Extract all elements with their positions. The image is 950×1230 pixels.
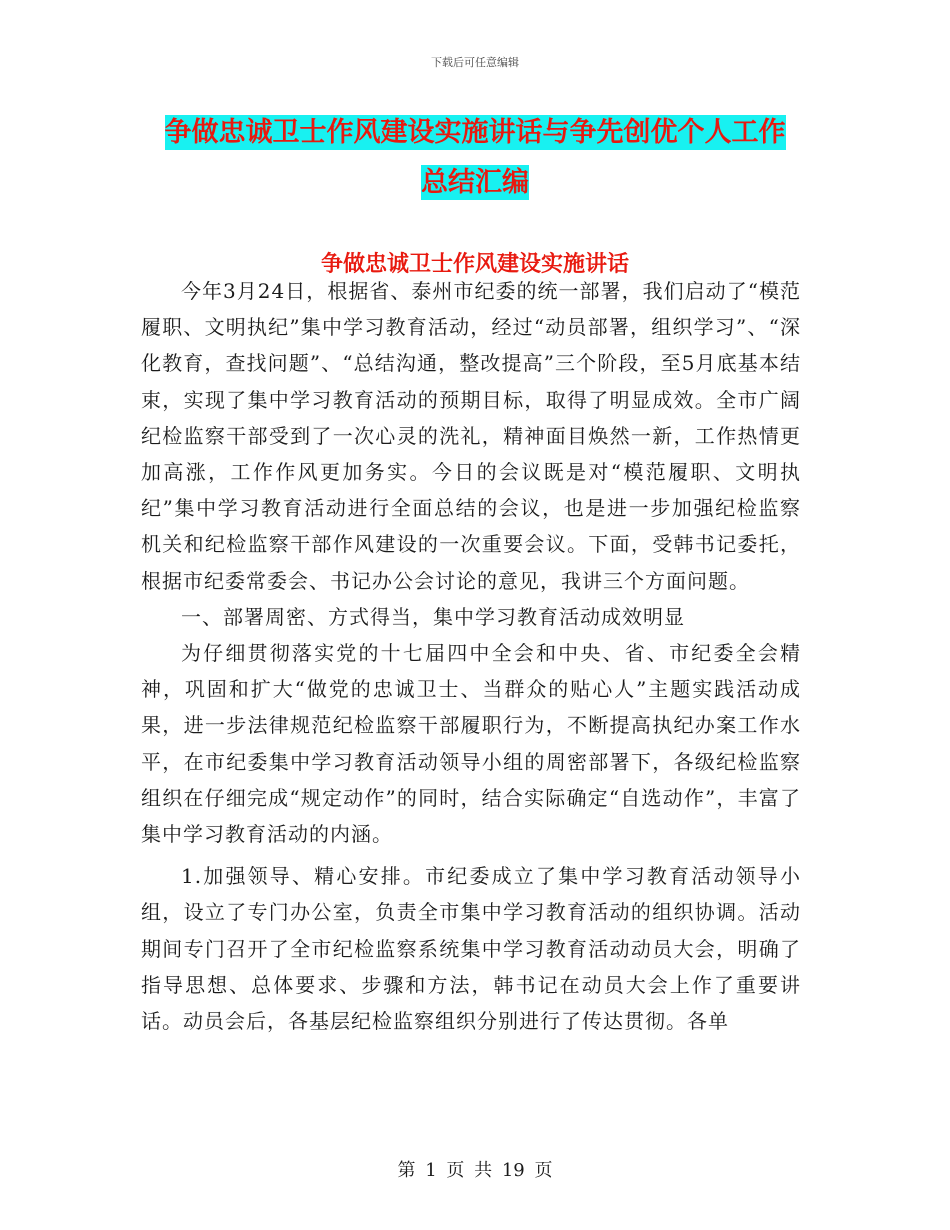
page-footer: 第 1 页 共 19 页	[397, 1160, 553, 1181]
title-line-1: 争做忠诚卫士作风建设实施讲话与争先创优个人工作	[164, 117, 786, 148]
paragraph-heading: 一、部署周密、方式得当，集中学习教育活动成效明显	[181, 604, 685, 629]
body-text	[141, 273, 801, 1039]
paragraph: 为仔细贯彻落实党的十七届四中全会和中央、省、市纪委全会精神，巩固和扩大“做党的忠诚卫士、当群众的贴心人”主题实践活动成果，进一步法律规范纪检监察干部履职行为，不断提高执纪办案工作水平，在市纪委集中学习教育活动领导小组的周密部署下，各级纪检监察组织在仔细完成“规定动作”的同时，结合实际确定“自选动作”，丰富了集中学习教育活动的内涵。	[141, 641, 801, 847]
title-line-2: 总结汇编	[421, 167, 529, 198]
section-title: 争做忠诚卫士作风建设实施讲话	[320, 252, 629, 277]
document-title	[140, 108, 810, 208]
paragraph: 今年3月24日，根据省、泰州市纪委的统一部署，我们启动了“模范履职、文明执纪”集中学习教育活动，经过“动员部署，组织学习”、“深化教育，查找问题”、“总结沟通，整改提高”三个阶段，至5月底基本结束，实现了集中学习教育活动的预期目标，取得了明显成效。全市广阔纪检监察干部受到了一次心灵的洗礼，精神面目焕然一新，工作热情更加高涨，工作作风更加务实。今日的会议既是对“模范履职、文明执纪”集中学习教育活动进行全面总结的会议，也是进一步加强纪检监察机关和纪检监察干部作风建设的一次重要会议。下面，受韩书记委托，根据市纪委常委会、书记办公会讨论的意见，我讲三个方面问题。	[141, 279, 801, 593]
header-note: 下载后可任意编辑	[431, 56, 519, 69]
paragraph: 1.加强领导、精心安排。市纪委成立了集中学习教育活动领导小组，设立了专门办公室，负责全市集中学习教育活动的组织协调。活动期间专门召开了全市纪检监察系统集中学习教育活动动员大会，明确了指导思想、总体要求、步骤和方法，韩书记在动员大会上作了重要讲话。动员会后，各基层纪检监察组织分别进行了传达贯彻。各单	[141, 864, 801, 1034]
